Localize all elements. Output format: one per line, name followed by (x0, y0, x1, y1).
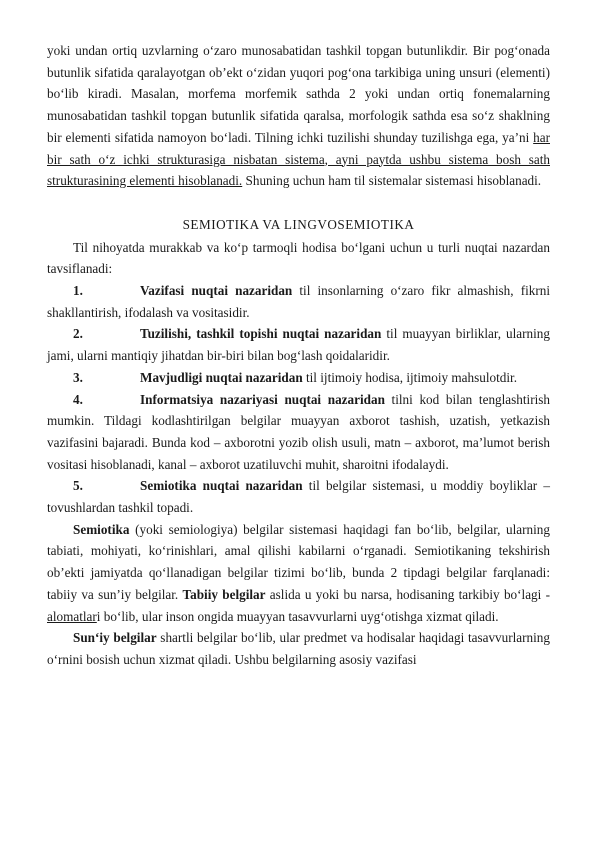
item-heading: Tuzilishi, tashkil topishi nuqtai nazaridan (140, 326, 382, 342)
item-text: tilni kod bilan tenglashtirish mumkin. Tildagi kodlashtirilgan belgilar muayyan axborot tashish, uzatish, yetkazish vazifasini bajaradi. Bunda kod – axborotni yozib olish usuli, matn – axborot, ma’lumot berish vositasi hisoblanadi, kanal – axborot uzatiluvchi muhit, sharoitni ifodalaydi. (47, 391, 550, 472)
paragraph-1-end: Shuning uchun ham til sistemalar sistemasi hisoblanadi. (242, 173, 542, 189)
item-text: til insonlarning o‘zaro fikr almashish, fikrni shakllantirish, ifodalash va vositasidir. (47, 283, 550, 320)
paragraph-1-text: yoki undan ortiq uzvlarning o‘zaro munosabatidan tashkil topgan butunlikdir. Bir pog‘onada butunlik sifatida qaralayotgan ob’ekt o‘zidan yuqori pog‘ona tarkibiga uning unsuri (elementi) bo‘lib kiradi. Masalan, morfema morfemik sathda 2 yoki undan ortiq fonemalarning munosabatidan tashkil topgan butunlik sifatida qaralsa, morfologik sathda esa so‘z shaklning bir elementi sifatida namoyon bo‘ladi. Tilning ichki tuzilishi shunday tuzilishga ega, ya’ni (47, 43, 550, 145)
list-item (47, 280, 550, 323)
item-heading: Semiotika nuqtai nazaridan (140, 478, 303, 494)
item-number: 5. (73, 478, 83, 494)
underlined-phrase: har bir sath o‘z ichki strukturasiga nisbatan sistema, ayni paytda ushbu sistema bosh sath strukturasining elementi hisoblanadi. (47, 129, 550, 189)
suniy-term: Sun‘iy belgilar (73, 630, 157, 646)
document-page (47, 40, 550, 671)
suniy-paragraph (47, 627, 550, 670)
suniy-text: shartli belgilar bo‘lib, ular predmet va hodisalar haqidagi tasavvurlarning o‘rnini bosish uchun xizmat qiladi. Ushbu belgilarning asosiy vazifasi (47, 630, 550, 667)
list-item (47, 475, 550, 518)
section-title: SEMIOTIKA VA LINGVOSEMIOTIKA (182, 216, 415, 232)
item-number: 3. (73, 369, 83, 385)
tabiiy-term: Tabiiy belgilar (182, 586, 266, 602)
semiotika-term: Semiotika (73, 521, 130, 537)
semiotika-text-3: i bo‘lib, ular inson ongida muayyan tasavvurlarni uyg‘otishga xizmat qiladi. (96, 608, 499, 624)
item-text: til muayyan birliklar, ularning jami, ularni mantiqiy jihatdan bir-biri bilan bog‘lash qoidalaridir. (47, 326, 550, 364)
semiotika-text-2: aslida u yoki bu narsa, hodisaning tarkibiy bo‘lagi - (265, 586, 551, 602)
item-number: 4. (73, 391, 83, 407)
paragraph-1 (47, 40, 550, 192)
list-item (47, 389, 550, 476)
item-heading: Vazifasi nuqtai nazaridan (140, 283, 293, 299)
semiotika-paragraph (47, 519, 550, 628)
alomatlar-word: alomatlar (47, 608, 97, 624)
item-text: til ijtimoiy hodisa, ijtimoiy mahsulotdir. (302, 369, 517, 385)
item-heading: Informatsiya nazariyasi nuqtai nazaridan (140, 391, 385, 407)
list-item (47, 323, 550, 366)
item-text: til belgilar sistemasi, u moddiy boyliklar – tovushlardan tashkil topadi. (47, 478, 550, 516)
list-item (47, 367, 550, 389)
item-number: 1. (73, 283, 83, 299)
semiotika-text-1: (yoki semiologiya) belgilar sistemasi haqidagi fan bo‘lib, belgilar, ularning tabiati, mohiyati, ko‘rinishlari, amal qilishi kabilarni o‘rganadi. Semiotikaning tekshirish ob’ekti jamiyatda qo‘llanadigan belgilar tizimi bo‘lib, bunda 2 tipdagi belgilar farqlanadi: tabiiy va sun’iy belgilar. (47, 521, 550, 602)
item-heading: Mavjudligi nuqtai nazaridan (140, 369, 303, 385)
item-number: 2. (73, 326, 83, 342)
intro-paragraph: Til nihoyatda murakkab va ko‘p tarmoqli hodisa bo‘lgani uchun u turli nuqtai nazardan tavsiflanadi: (47, 239, 550, 277)
